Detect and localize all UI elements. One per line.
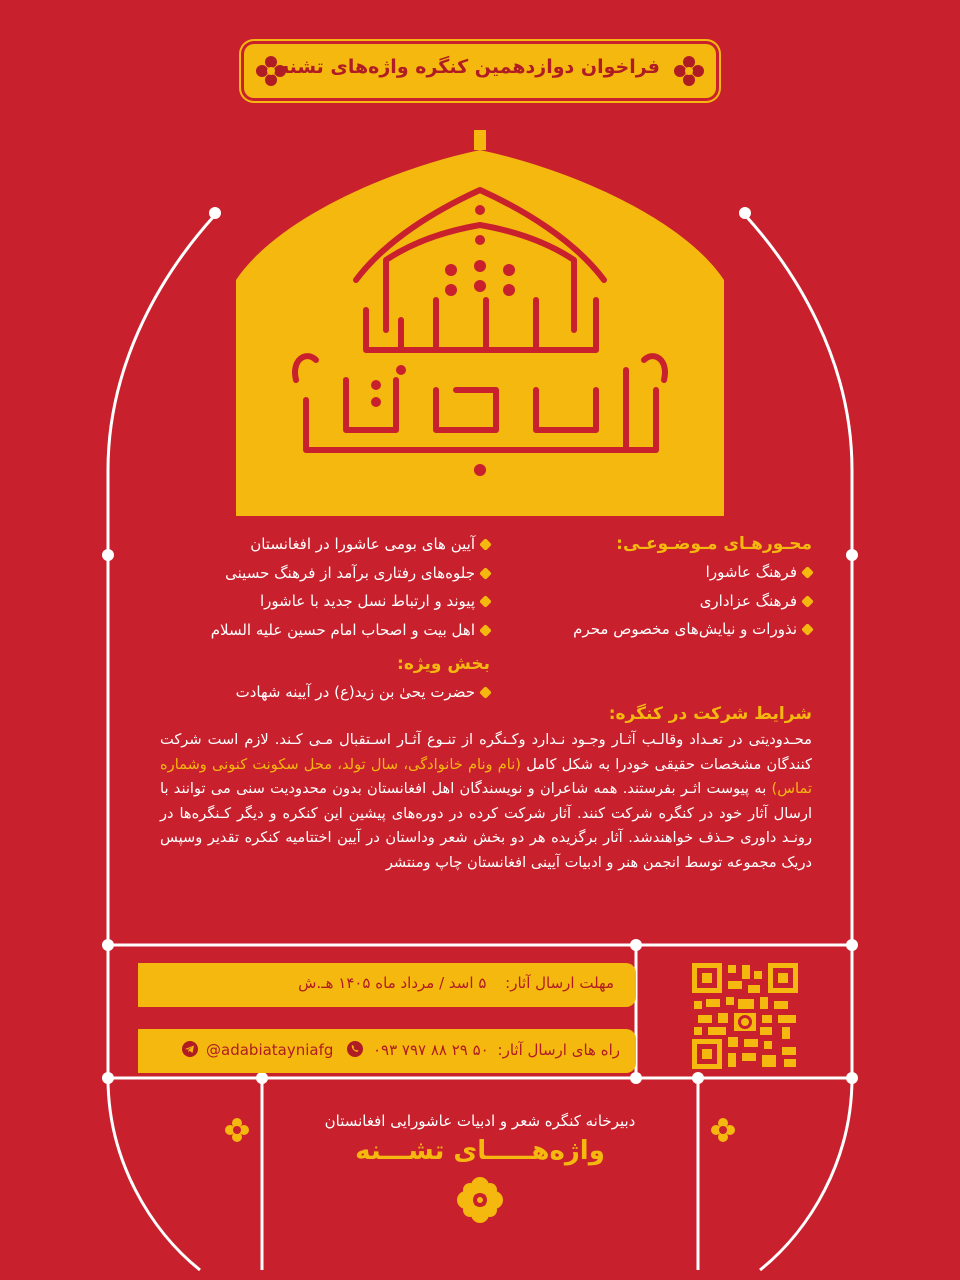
header-banner bbox=[244, 44, 716, 98]
bullet-icon bbox=[479, 567, 492, 580]
themes-section bbox=[512, 530, 812, 644]
deadline-box bbox=[138, 963, 636, 1007]
footer-name: واژه‌هـــــای تشـــنه bbox=[355, 1136, 605, 1166]
bullet-icon bbox=[801, 566, 814, 579]
dome-logo bbox=[236, 130, 724, 516]
contact-phone[interactable]: ۰۹۳ ۷۹۷ ۸۸ ۲۹ ۵۰ bbox=[372, 1041, 489, 1059]
flower-ornament-icon bbox=[672, 54, 706, 88]
themes-more-section bbox=[160, 530, 490, 707]
banner-title: فراخوان دوازدهمین کنگره واژه‌های تشنه bbox=[278, 56, 660, 78]
conditions-highlight: (نام ونام خانوادگی، سال تولد، محل سکونت کنونی وشماره تماس) bbox=[160, 755, 813, 798]
conditions-section bbox=[160, 700, 812, 876]
list-item: پیوند و ارتباط نسل جدید با عاشورا bbox=[160, 587, 490, 616]
bullet-icon bbox=[801, 623, 814, 636]
contact-label: راه های ارسال آثار: bbox=[497, 1041, 620, 1059]
list-item: فرهنگ عاشورا bbox=[512, 558, 812, 587]
list-item: اهل بیت و اصحاب امام حسین علیه السلام bbox=[160, 616, 490, 645]
telegram-icon bbox=[181, 1040, 199, 1058]
bullet-icon bbox=[479, 686, 492, 699]
whatsapp-icon bbox=[346, 1040, 364, 1058]
list-item: نذورات و نیایش‌های مخصوص محرم bbox=[512, 615, 812, 644]
list-item: حضرت یحیٰ بن زید(ع) در آیینه شهادت bbox=[160, 678, 490, 707]
deadline-label: مهلت ارسال آثار: bbox=[505, 974, 614, 992]
bullet-icon bbox=[801, 595, 814, 608]
conditions-heading: شرایط شرکت در کنگره: bbox=[608, 704, 812, 724]
contact-box bbox=[138, 1029, 636, 1073]
themes-heading: محـورهـای مـوضـوعـی: bbox=[616, 534, 812, 554]
list-item: جلوه‌های رفتاری برآمد از فرهنگ حسینی bbox=[160, 559, 490, 588]
qr-code[interactable] bbox=[692, 963, 798, 1069]
footer-secretariat: دبیرخانه کنگره شعر و ادبیات عاشورایی افغانستان bbox=[324, 1112, 636, 1130]
bullet-icon bbox=[479, 624, 492, 637]
deadline-value: ۵ اسد / مرداد ماه ۱۴۰۵ هـ.ش bbox=[298, 974, 487, 992]
special-heading: بخش ویژه: bbox=[397, 654, 490, 674]
list-item: فرهنگ عزاداری bbox=[512, 587, 812, 616]
bullet-icon bbox=[479, 538, 492, 551]
list-item: آیین های بومی عاشورا در افغانستان bbox=[160, 530, 490, 559]
bullet-icon bbox=[479, 595, 492, 608]
conditions-text: محـدودیتی در تعـداد وقالـب آثـار وجـود نـدارد وکـنگره از تنـوع آثـار اسـتقبال مـی کـند. لازم است شرکت کنندگان مشخصات حقیقی خودرا به شکل کامل (نام ونام خانوادگی، سال تولد، محل سکونت کنونی وشماره تماس) به پیوست اثـر بفرستند. همه شاعران و نویسندگان اهل افغانستان بدون محدودیت سنی می توانند با ارسال آثار خود در کنگره شرکت کنند. آثار شرکت کرده در دوره‌های پیشین این کنکره و دیگر کـنگره‌ها در رونـد داوری حـذف خواهندشد. آثار برگزیده هر دو بخش شعر وداستان در آیین اختتامیه کنکره تقدیر وسپس دریک مجموعه توسط انجمن هنر و ادبیات آیینی افغانستان چاپ ومنتشر bbox=[160, 731, 813, 871]
contact-handle[interactable]: @adabiatayniafg bbox=[206, 1041, 334, 1059]
